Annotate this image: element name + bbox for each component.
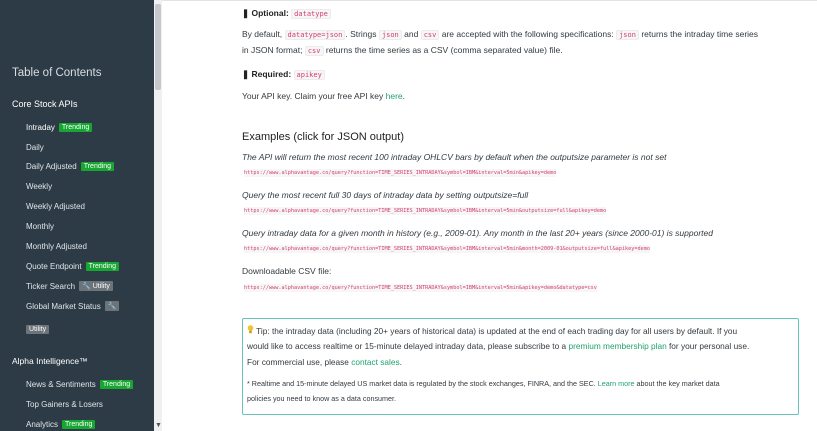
claim-api-key-link[interactable]: here [385,91,403,101]
nav-daily-adjusted[interactable]: Daily Adjusted Trending [26,162,114,171]
section-alpha-intelligence[interactable]: Alpha Intelligence™ [12,356,88,366]
code-apikey: apikey [294,70,325,80]
nav-quote-endpoint[interactable]: Quote Endpoint Trending [26,262,119,271]
datatype-desc-line1: By default, datatype=json . Strings json and csv are accepted with the following specifications: json returns the intraday time series [242,29,759,39]
required-param: ❚ Required: apikey [242,69,325,80]
example3-url-link[interactable]: https://www.alphavantage.co/query?function=TIME_SERIES_INTRADAY&symbol=IBM&interval=5min&month=2009-01&outputsize=full&apikey=demo [244,246,651,252]
nav-monthly[interactable]: Monthly [26,222,55,231]
nav-weekly-adjusted[interactable]: Weekly Adjusted [26,202,85,211]
premium-plan-link[interactable]: premium membership plan [568,341,667,351]
sidebar-scrollbar-thumb[interactable] [155,4,161,90]
examples-heading: Examples (click for JSON output) [242,131,404,143]
lightbulb-icon [247,325,254,334]
example4-url-link[interactable]: https://www.alphavantage.co/query?function=TIME_SERIES_INTRADAY&symbol=IBM&interval=5min&apikey=demo&datatype=csv [244,285,597,291]
apikey-desc: Your API key. Claim your free API key here. [242,91,406,101]
nav-analytics[interactable]: Analytics Trending [26,420,95,429]
nav-ticker-search[interactable]: Ticker Search 🔧 Utility [26,281,113,291]
example2-url-link[interactable]: https://www.alphavantage.co/query?function=TIME_SERIES_INTRADAY&symbol=IBM&interval=5min&outputsize=full&apikey=demo [244,208,607,214]
code-datatype: datatype [291,9,331,19]
tip-line1: Tip: the intraday data (including 20+ years of historical data) is updated at the end of each trading day for all users by default. If you [247,325,737,336]
trending-badge: Trending [100,380,133,389]
example1-desc: The API will return the most recent 100 intraday OHLCV bars by default when the outputsize parameter is not set [242,152,667,162]
wrench-icon: 🔧 [82,283,91,290]
example2-desc: Query the most recent full 30 days of intraday data by setting outputsize=full [242,190,529,200]
nav-monthly-adjusted[interactable]: Monthly Adjusted [26,242,87,251]
tip-note-line1: * Realtime and 15-minute delayed US market data is regulated by the stock exchanges, FINRA, and the SEC. Learn more about the key market data [247,379,720,388]
trending-badge: Trending [86,262,119,271]
trending-badge: Trending [59,123,92,132]
utility-badge: Utility [26,325,49,334]
nav-news-sentiments[interactable]: News & Sentiments Trending [26,380,133,389]
tip-box [242,318,799,415]
scroll-down-arrow-icon[interactable]: ▼ [155,422,162,429]
section-core-stock-apis[interactable]: Core Stock APIs [12,99,78,109]
toc-title: Table of Contents [12,67,102,79]
datatype-desc-line2: in JSON format; csv returns the time series as a CSV (comma separated value) file. [242,45,563,55]
divider [162,0,817,1]
trending-badge: Trending [62,420,95,429]
contact-sales-link[interactable]: contact sales [351,357,400,367]
example1-url-link[interactable]: https://www.alphavantage.co/query?function=TIME_SERIES_INTRADAY&symbol=IBM&interval=5min&apikey=demo [244,170,557,176]
example3-desc: Query intraday data for a given month in history (e.g., 2009-01). Any month in the last 20+ years (since 2000-01) is supported [242,228,713,238]
main-content [162,0,817,431]
tip-line3: For commercial use, please contact sales. [247,357,402,367]
nav-intraday[interactable]: Intraday Trending [26,123,92,132]
nav-top-gainers-losers[interactable]: Top Gainers & Losers [26,400,103,409]
utility-badge: 🔧 Utility [79,281,113,291]
nav-daily[interactable]: Daily [26,143,44,152]
tip-note-line2: policies you need to know as a data consumer. [247,394,397,403]
learn-more-link[interactable]: Learn more [597,379,635,388]
utility-badge-wrap [26,319,49,337]
nav-weekly[interactable]: Weekly [26,182,53,191]
nav-global-market-status[interactable]: Global Market Status 🔧 [26,301,119,311]
optional-param: ❚ Optional: datatype [242,8,331,19]
example4-desc: Downloadable CSV file: [242,266,332,276]
tip-line2: would like to access realtime or 15-minute delayed intraday data, please subscribe to a premium membership plan for your personal use. [247,341,750,351]
sidebar [0,0,154,431]
wrench-icon: 🔧 [105,301,120,311]
trending-badge: Trending [81,162,114,171]
